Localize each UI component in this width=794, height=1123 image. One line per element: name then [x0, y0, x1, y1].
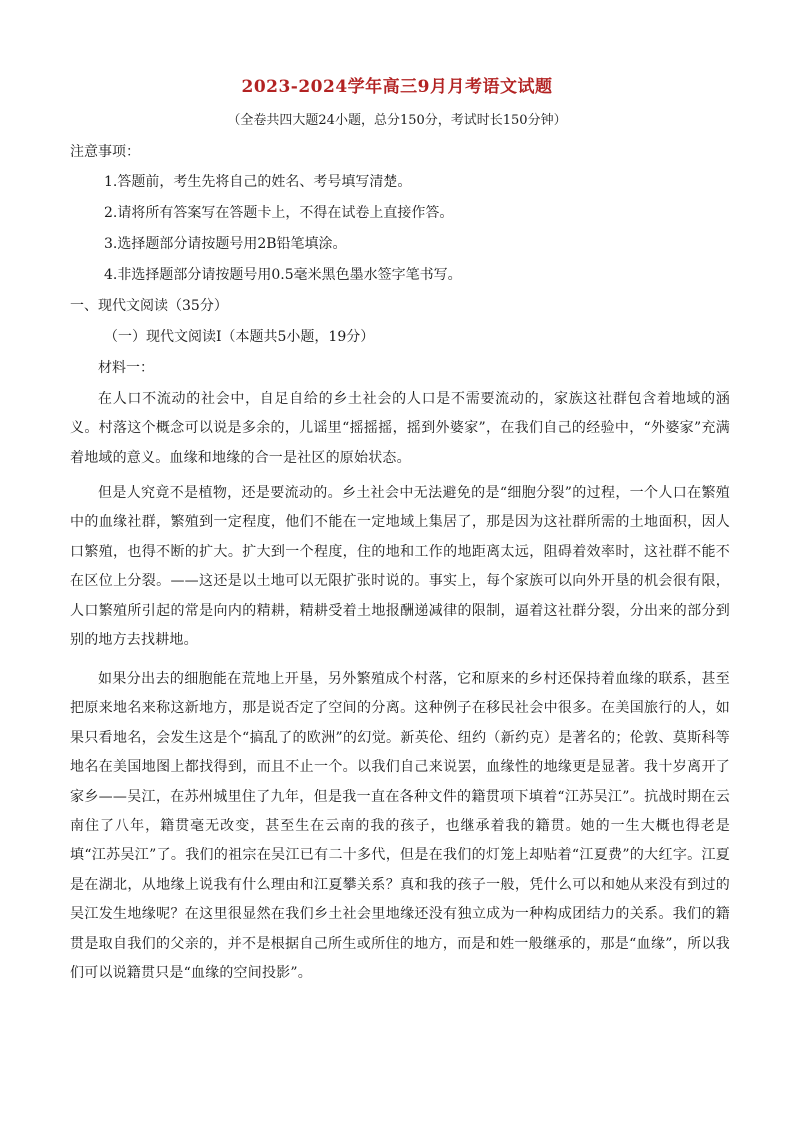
exam-title: 2023-2024学年高三9月月考语文试题 — [241, 77, 553, 97]
notes-heading: 注意事项： — [70, 144, 140, 160]
note-item-4: 4.非选择题部分请按题号用0.5毫米黑色墨水签字笔书写。 — [104, 267, 462, 283]
paragraph-3: 如果分出去的细胞能在荒地上开垦，另外繁殖成个村落，它和原来的乡村还保持着血缘的联系，甚至把原来地名来称这新地方，那是说否定了空间的分离。这种例子在移民社会中很多。在美国旅行的人，如果只看地名，会发生这是个“搞乱了的欧洲”的幻觉。新英伦、纽约（新约克）是著名的；伦敦、莫斯科等地名在美国地图上都找得到，而且不止一个。以我们自己来说罢，血缘性的地缘更是显著。我十岁离开了家乡——吴江，在苏州城里住了九年，但是我一直在各种文件的籍贯项下填着“江苏吴江”。抗战时期在云南住了八年，籍贯毫无改变，甚至生在云南的我的孩子，也继承着我的籍贯。她的一生大概也得老是填“江苏吴江”了。我们的祖宗在吴江已有二十多代，但是在我们的灯笼上却贴着“江夏费”的大红字。江夏是在湖北，从地缘上说我有什么理由和江夏攀关系？真和我的孩子一般，凭什么可以和她从来没有到过的吴江发生地缘呢？在这里很显然在我们乡土社会里地缘还没有独立成为一种构成团结力的关系。我们的籍贯是取自我们的父亲的，并不是根据自己所生或所住的地方，而是和姓一般继承的，那是“血缘”，所以我们可以说籍贯只是“血缘的空间投影”。 — [70, 671, 730, 982]
material-label: 材料一： — [98, 360, 154, 376]
note-item-1: 1.答题前，考生先将自己的姓名、考号填写清楚。 — [104, 174, 412, 190]
section-subheading: （一）现代文阅读Ⅰ（本题共5小题，19分） — [104, 329, 375, 345]
section-heading: 一、现代文阅读（35分） — [70, 298, 228, 314]
paragraph-1: 在人口不流动的社会中，自足自给的乡土社会的人口是不需要流动的，家族这社群包含着地域的涵义。村落这个概念可以说是多余的，儿谣里“摇摇摇，摇到外婆家”，在我们自己的经验中，“外婆家”充满着地域的意义。血缘和地缘的合一是社区的原始状态。 — [70, 391, 730, 466]
paragraph-2: 但是人究竟不是植物，还是要流动的。乡土社会中无法避免的是“细胞分裂”的过程，一个人口在繁殖中的血缘社群，繁殖到一定程度，他们不能在一定地域上集居了，那是因为这社群所需的土地面积，因人口繁殖，也得不断的扩大。扩大到一个程度，住的地和工作的地距离太远，阻碍着效率时，这社群不能不在区位上分裂。——这还是以土地可以无限扩张时说的。事实上，每个家族可以向外开垦的机会很有限，人口繁殖所引起的常是向内的精耕，精耕受着土地报酬递减律的限制，逼着这社群分裂，分出来的部分到别的地方去找耕地。 — [70, 485, 730, 649]
note-item-2: 2.请将所有答案写在答题卡上，不得在试卷上直接作答。 — [104, 205, 454, 221]
exam-subtitle: （全卷共四大题24小题，总分150分，考试时长150分钟） — [227, 113, 567, 128]
note-item-3: 3.选择题部分请按题号用2B铅笔填涂。 — [104, 236, 347, 252]
